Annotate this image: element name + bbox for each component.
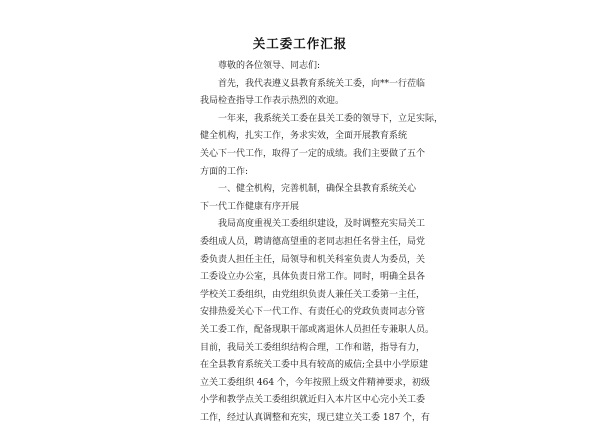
section-heading-line: 一、健全机构，完善机制，确保全县教育系统关心 xyxy=(218,184,417,195)
body-line: 关心下一代工作，取得了一定的成绩。我们主要做了五个 xyxy=(200,148,426,159)
body-line: 我局检查指导工作表示热烈的欢迎。 xyxy=(200,96,345,107)
body-line: 工作，经过认真调整和充实，现已建立关工委 187 个，有 xyxy=(200,412,430,423)
body-line: 我局高度重视关工委组织建设，及时调整充实局关工 xyxy=(218,219,426,230)
body-line: 健全机构，扎实工作，务求实效，全面开展教育系统 xyxy=(200,131,408,142)
salutation-line: 尊敬的各位领导、同志们: xyxy=(218,61,321,71)
body-line: 委负责人担任主任，局领导和机关科室负责人为委员，关 xyxy=(200,254,426,265)
body-line: 小学和教学点关工委组织就近归入本片区中心完小关工委 xyxy=(200,395,426,406)
body-line: 安排热爱关心下一代工作、有责任心的党政负责同志分管 xyxy=(200,307,426,318)
document-body xyxy=(200,58,444,427)
body-line: 立关工委组织 464 个，今年按照上级文件精神要求，初级 xyxy=(200,377,430,388)
body-line: 工委设立办公室，具体负责日常工作。同时，明确全县各 xyxy=(200,272,426,283)
body-line: 关工委工作，配备现职干部或离退休人员担任专兼职人员。 xyxy=(200,324,435,335)
body-line: 一年来，我系统关工委在县关工委的领导下，立足实际， xyxy=(218,113,444,124)
body-line: 在全县教育系统关工委中具有较高的威信;全县中小学原建 xyxy=(200,360,429,371)
body-line: 首先，我代表遵义县教育系统关工委，向**一行莅临 xyxy=(218,78,426,89)
document-title: 关工委工作汇报 xyxy=(252,36,348,51)
body-line: 学校关工委组织，由党组织负责人兼任关工委第一主任， xyxy=(200,289,426,300)
section-heading-line: 下一代工作健康有序开展 xyxy=(200,201,300,212)
body-line: 委组成人员，聘请德高望重的老同志担任名誉主任，局党 xyxy=(200,236,426,247)
body-line: 目前，我局关工委组织结构合理，工作和谐，指导有力， xyxy=(200,342,426,353)
body-line: 方面的工作: xyxy=(200,166,249,177)
